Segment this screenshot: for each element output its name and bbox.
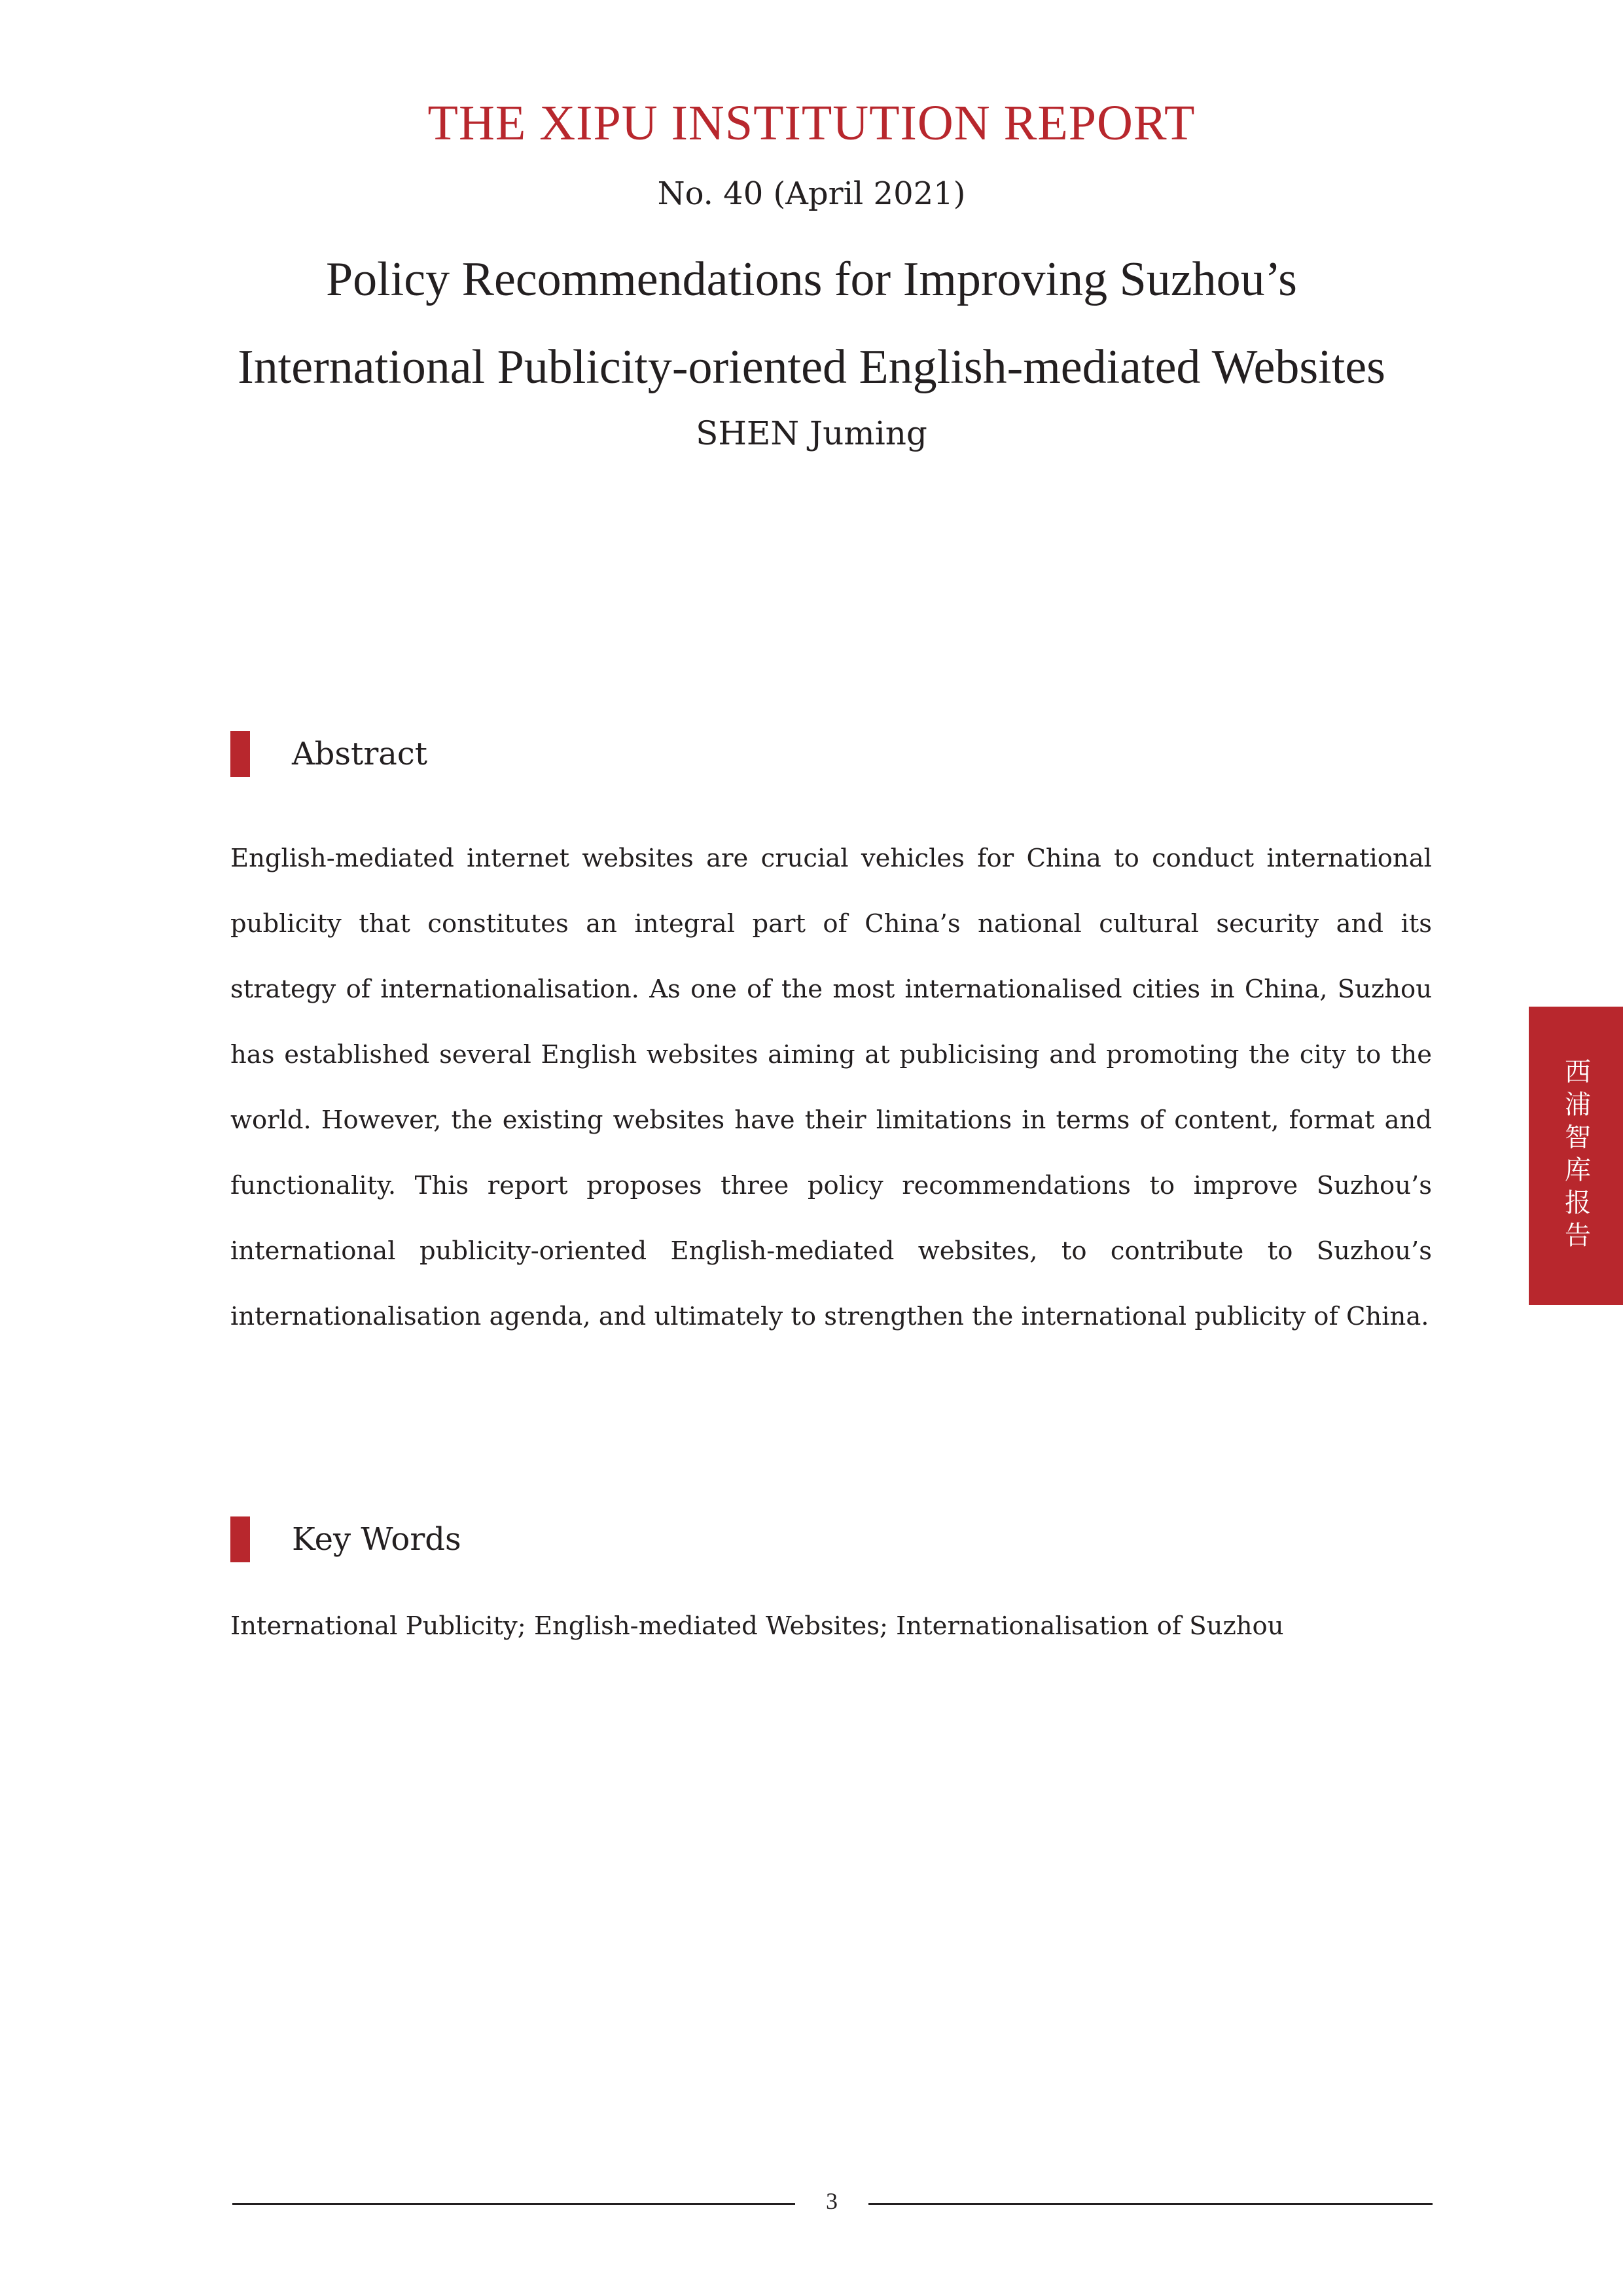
- report-title: [0, 236, 1623, 411]
- abstract-heading: [230, 730, 427, 778]
- report-title-line-2: International Publicity-oriented English-mediated Websites: [238, 340, 1385, 394]
- side-tab: [1529, 1007, 1623, 1305]
- series-title: THE XIPU INSTITUTION REPORT: [427, 96, 1196, 151]
- abstract-heading-label: Abstract: [292, 736, 428, 772]
- footer-rule-left: [232, 2203, 795, 2205]
- report-title-line-1: Policy Recommendations for Improving Suzhou’s: [326, 253, 1297, 306]
- section-marker-bar: [230, 731, 250, 777]
- issue-number: No. 40 (April 2021): [657, 175, 966, 212]
- page-number: 3: [826, 2188, 838, 2214]
- footer-rule-right: [868, 2203, 1433, 2205]
- keywords-body: International Publicity; English-mediated Websites; Internationalisation of Suzhou: [230, 1611, 1284, 1641]
- keywords-heading-label: Key Words: [292, 1521, 461, 1558]
- section-marker-bar: [230, 1516, 250, 1562]
- author-name: SHEN Juming: [696, 414, 927, 452]
- side-tab-label: 西浦智库报告: [1560, 1058, 1591, 1254]
- keywords-heading: [230, 1516, 461, 1563]
- abstract-body: English-mediated internet websites are crucial vehicles for China to conduct international publicity that constitutes an integral part of China’s national cultural security and its strategy of internationalisation. As one of the most internationalised cities in China, Suzhou has established several English websites aiming at publicising and promoting the city to the world. However, the existing websites have their limitations in terms of content, format and functionality. This report proposes three policy recommendations to improve Suzhou’s international publicity-oriented English-mediated websites, to contribute to Suzhou’s internationalisation agenda, and ultimately to strengthen the international publicity of China.: [230, 844, 1432, 1331]
